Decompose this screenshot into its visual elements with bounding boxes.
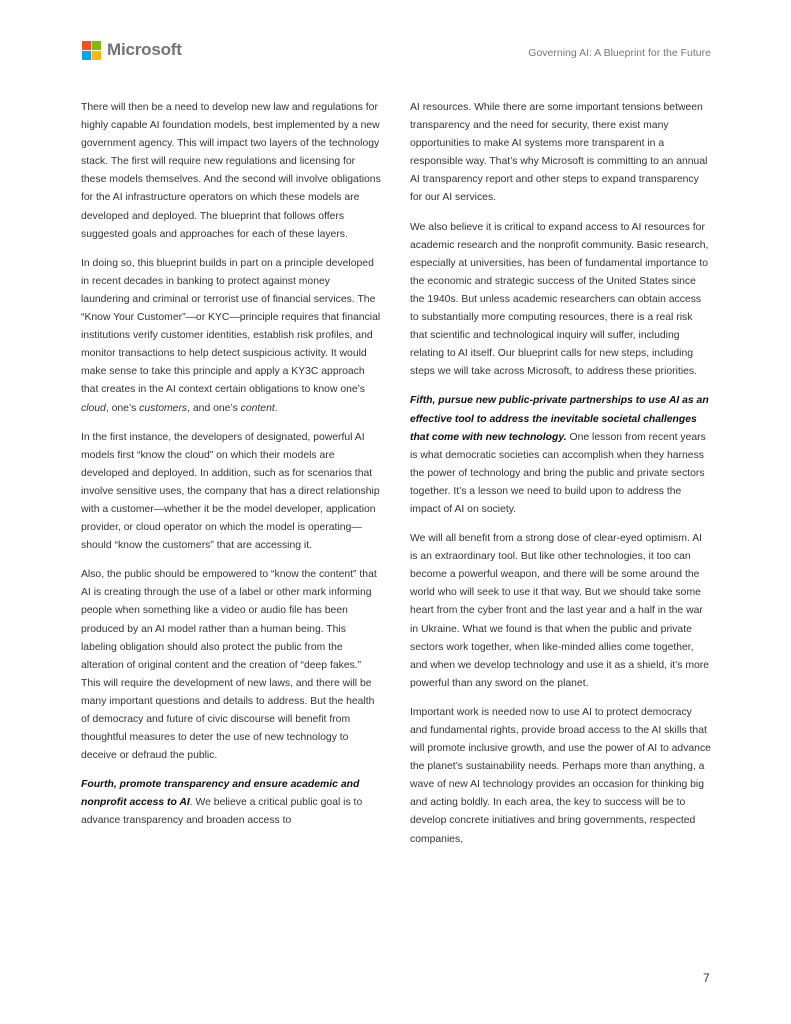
paragraph: In the first instance, the developers of designated, powerful AI models first “know the cloud” on which their models are developed and deployed. In addition, such as for scenarios that involve sensitive uses, the company that has a direct relationship with a customer—whether it be the model developer, application provider, or cloud operator on which the model is operating—should “know the customers” that are accessing it. — [81, 431, 380, 552]
emphasis-content: content — [240, 402, 275, 414]
logo-square-red — [82, 41, 91, 50]
paragraph-fifth: Fifth, pursue new public-private partnerships to use AI as an effective tool to address the inevitable societal challenges that come with new technology. One lesson from recent years is what democratic societies can accomplish when they harness the power of technology and bring the public and private sectors together. It’s a lesson we need to build upon to address the impact of AI on society. — [410, 395, 709, 515]
page-number: 7 — [703, 971, 710, 985]
windows-logo-icon — [82, 41, 101, 60]
logo-square-yellow — [92, 51, 101, 60]
logo-square-green — [92, 41, 101, 50]
document-title: Governing AI: A Blueprint for the Future — [528, 47, 711, 59]
paragraph: We will all benefit from a strong dose of clear-eyed optimism. AI is an extraordinary tool. But like other technologies, it too can become a powerful weapon, and there will be some around the world who will seek to use it that way. But we should take some heart from the cyber front and the last year and a half in the war in Ukraine. What we found is that when the public and private sectors work together, when like-minded allies come together, and when we develop technology and use it as a shield, it’s more powerful than any sword on the planet. — [410, 533, 710, 689]
page-header — [82, 40, 711, 64]
microsoft-logo — [82, 40, 182, 60]
lead-heading: Fifth, pursue new public-private partnerships to use AI as an effective tool to address the inevitable societal challenges that come with new technology. — [410, 395, 709, 443]
paragraph: AI resources. While there are some important tensions between transparency and the need for security, there exist many opportunities to make AI systems more transparent in a responsible way. That’s why Microsoft is committing to an annual AI transparency report and other steps to expand transparency for our AI services. — [410, 102, 708, 204]
paragraph: Important work is needed now to use AI to protect democracy and fundamental rights, provide broad access to the AI skills that will promote inclusive growth, and use the power of AI to advance the planet’s sustainability needs. Perhaps more than anything, a wave of new AI technology provides an occasion for thinking big and acting boldly. In each area, the key to success will be to develop concrete initiatives and bring governments, respected companies, — [410, 706, 711, 845]
left-column — [81, 99, 381, 842]
paragraph: Also, the public should be empowered to “know the content” that AI is creating through the use of a label or other mark informing people when something like a video or audio file has been produced by an AI model rather than a human being. This labeling obligation should also protect the public from the alteration of original content and the creation of “deep fakes.” This will require the development of new laws, and there will be many important questions and details to address. But the health of democracy and future of civic discourse will benefit from thoughtful measures to deter the use of new technology to deceive or defraud the public. — [81, 569, 377, 762]
paragraph-fourth: Fourth, promote transparency and ensure academic and nonprofit access to AI. We believe a critical public goal is to advance transparency and broaden access to — [81, 779, 363, 827]
brand-name: Microsoft — [107, 40, 182, 59]
lead-heading: Fourth, promote transparency and ensure academic and nonprofit access to AI — [81, 779, 360, 809]
paragraph: We also believe it is critical to expand access to AI resources for academic research and the nonprofit community. Basic research, especially at universities, has been of fundamental importance to the economic and strategic success of the United States since the 1940s. But unless academic researchers can obtain access to substantially more computing resources, there is a real risk that scientific and technological inquiry will suffer, including relating to AI itself. Our blueprint calls for new steps, including steps we will take across Microsoft, to address these priorities. — [410, 221, 709, 378]
right-column — [410, 99, 711, 860]
paragraph: There will then be a need to develop new law and regulations for highly capable AI foundation models, best implemented by a new government agency. This will impact two layers of the technology stack. The first will require new regulations and licensing for these models themselves. And the second will involve obligations for the AI infrastructure operators on which these models are developed and deployed. The blueprint that follows offers suggested goals and approaches for each of these layers. — [81, 102, 381, 240]
emphasis-cloud: cloud — [81, 402, 106, 414]
emphasis-customers: customers — [139, 402, 188, 414]
paragraph-kyc: In doing so, this blueprint builds in part on a principle developed in recent decades in banking to protect against money laundering and criminal or terrorist use of financial services. The “Know Your Customer”—or KYC—principle requires that financial institutions verify customer identities, establish risk profiles, and monitor transactions to help detect suspicious activity. It would make sense to take this principle and apply a KY3C approach that creates in the AI context certain obligations to know one’s cloud, one’s customers, and one’s content. — [81, 257, 381, 414]
logo-square-blue — [82, 51, 91, 60]
